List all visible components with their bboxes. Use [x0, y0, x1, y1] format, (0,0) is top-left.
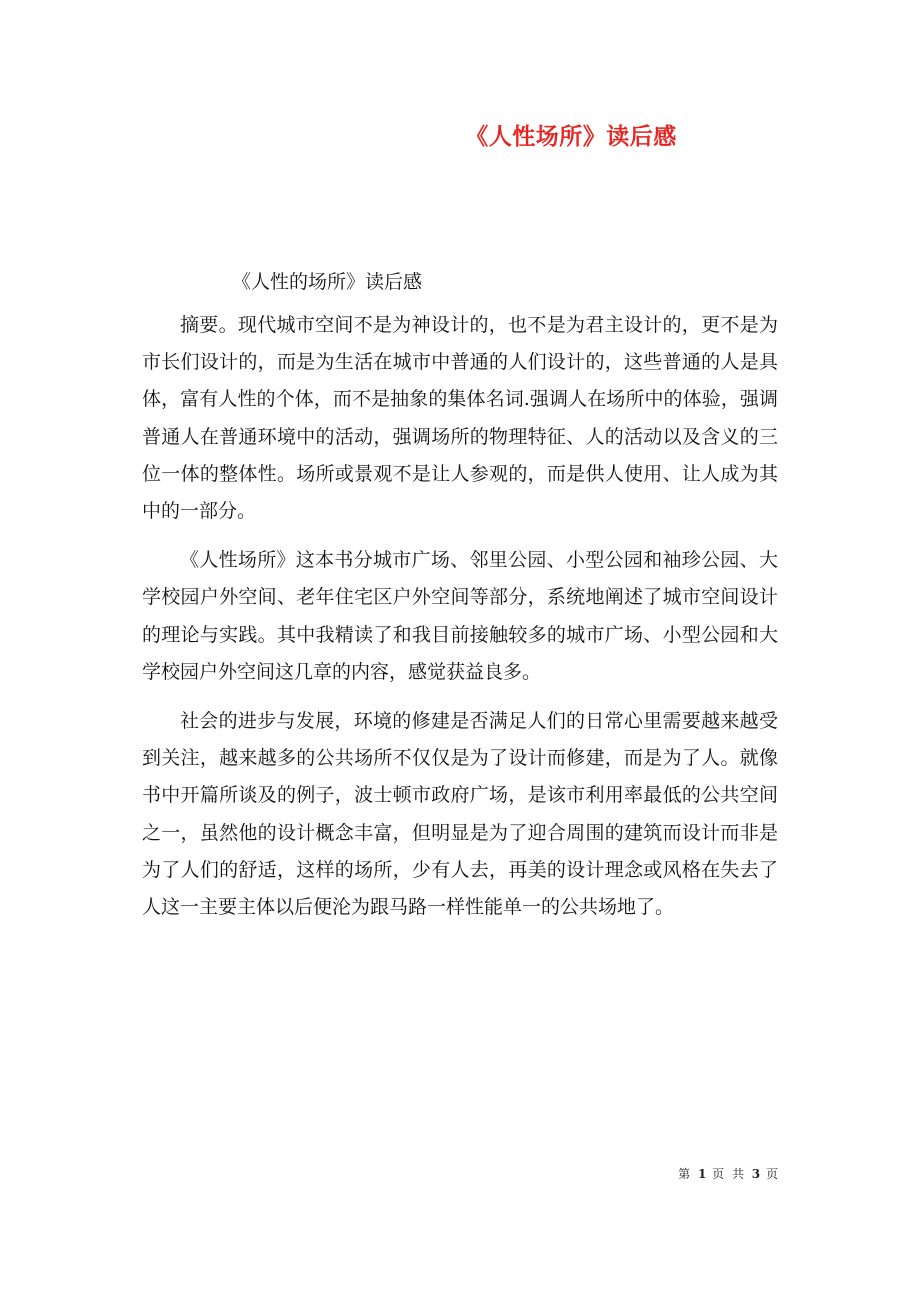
- paragraph-book-overview: 《人性场所》这本书分城市广场、邻里公园、小型公园和袖珍公园、大学校园户外空间、老年住宅区户外空间等部分，系统地阐述了城市空间设计的理论与实践。其中我精读了和我目前接触较多的城市广场、小型公园和大学校园户外空间这几章的内容，感觉获益良多。: [142, 549, 778, 683]
- footer-suffix: 页: [765, 1167, 780, 1181]
- paragraph-social-progress: 社会的进步与发展，环境的修建是否满足人们的日常心里需要越来越受到关注，越来越多的公共场所不仅仅是为了设计而修建，而是为了人。就像书中开篇所谈及的例子，波士顿市政府广场，是该市利用率最低的公共空间之一，虽然他的设计概念丰富，但明显是为了迎合周围的建筑而设计而非是为了人们的舒适，这样的场所，少有人去，再美的设计理念或风格在失去了人这一主要主体以后便沦为跟马路一样性能单一的公共场地了。: [142, 710, 778, 919]
- document-body: [142, 263, 778, 938]
- paragraph-abstract: 摘要。现代城市空间不是为神设计的，也不是为君主设计的，更不是为市长们设计的，而是为生活在城市中普通的人们设计的，这些普通的人是具体，富有人性的个体，而不是抽象的集体名词.强调人在场所中的体验，强调普通人在普通环境中的活动，强调场所的物理特征、人的活动以及含义的三位一体的整体性。场所或景观不是让人参观的，而是供人使用、让人成为其中的一部分。: [142, 314, 778, 523]
- footer-total-pages: 3: [751, 1167, 761, 1181]
- footer-middle: 页 共: [712, 1167, 746, 1181]
- page-number-footer: [678, 1165, 780, 1182]
- footer-current-page: 1: [697, 1167, 707, 1181]
- document-subtitle: 《人性的场所》读后感: [232, 271, 423, 293]
- document-title: 《人性场所》读后感: [465, 123, 677, 150]
- footer-prefix: 第: [678, 1167, 693, 1181]
